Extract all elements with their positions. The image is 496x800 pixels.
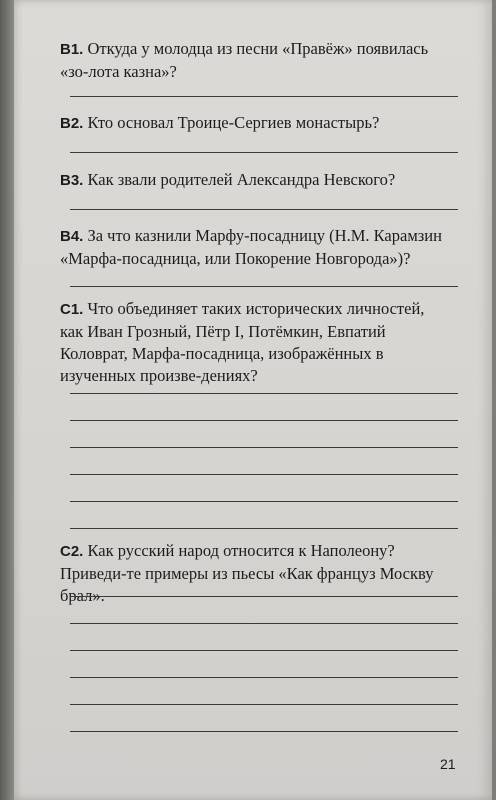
answer-line[interactable] — [70, 528, 458, 529]
question-b2-text: Кто основал Троице-Сергиев монастырь? — [83, 113, 380, 132]
question-c2-text: Как русский народ относится к Наполеону? Приведи-те примеры из пьесы «Как француз Москву брал». — [60, 541, 434, 605]
question-b4 — [60, 225, 450, 270]
answer-line[interactable] — [70, 286, 458, 287]
question-b4-number: B4. — [60, 228, 84, 245]
answer-line[interactable] — [70, 596, 458, 597]
answer-line[interactable] — [70, 731, 458, 732]
answer-line[interactable] — [70, 420, 458, 421]
answer-line[interactable] — [70, 501, 458, 502]
question-c2-number: C2. — [60, 543, 84, 560]
question-b2 — [60, 112, 450, 135]
answer-line[interactable] — [70, 474, 458, 475]
book-spine-edge — [0, 0, 14, 800]
question-b4-text: За что казнили Марфу-посадницу (Н.М. Карамзин «Марфа-посадница, или Покорение Новгорода»)? — [60, 226, 442, 268]
question-c1 — [60, 298, 450, 387]
answer-line[interactable] — [70, 96, 458, 97]
answer-line[interactable] — [70, 152, 458, 153]
question-c1-number: C1. — [60, 301, 84, 318]
answer-line[interactable] — [70, 393, 458, 394]
question-b1-number: B1. — [60, 41, 84, 58]
answer-line[interactable] — [70, 704, 458, 705]
question-b1 — [60, 38, 450, 83]
question-b3 — [60, 169, 450, 192]
question-b3-number: B3. — [60, 172, 84, 189]
question-b3-text: Как звали родителей Александра Невского? — [83, 170, 396, 189]
answer-line[interactable] — [70, 677, 458, 678]
question-c1-text: Что объединяет таких исторических личностей, как Иван Грозный, Пётр I, Потёмкин, Евпатий Коловрат, Марфа-посадница, изображённых в изученных произве-дениях? — [60, 299, 425, 385]
answer-line[interactable] — [70, 209, 458, 210]
question-b2-number: B2. — [60, 115, 84, 132]
answer-line[interactable] — [70, 650, 458, 651]
answer-line[interactable] — [70, 447, 458, 448]
answer-line[interactable] — [70, 623, 458, 624]
question-b1-text: Откуда у молодца из песни «Правёж» появилась «зо-лота казна»? — [60, 39, 429, 81]
page-number: 21 — [440, 756, 456, 772]
